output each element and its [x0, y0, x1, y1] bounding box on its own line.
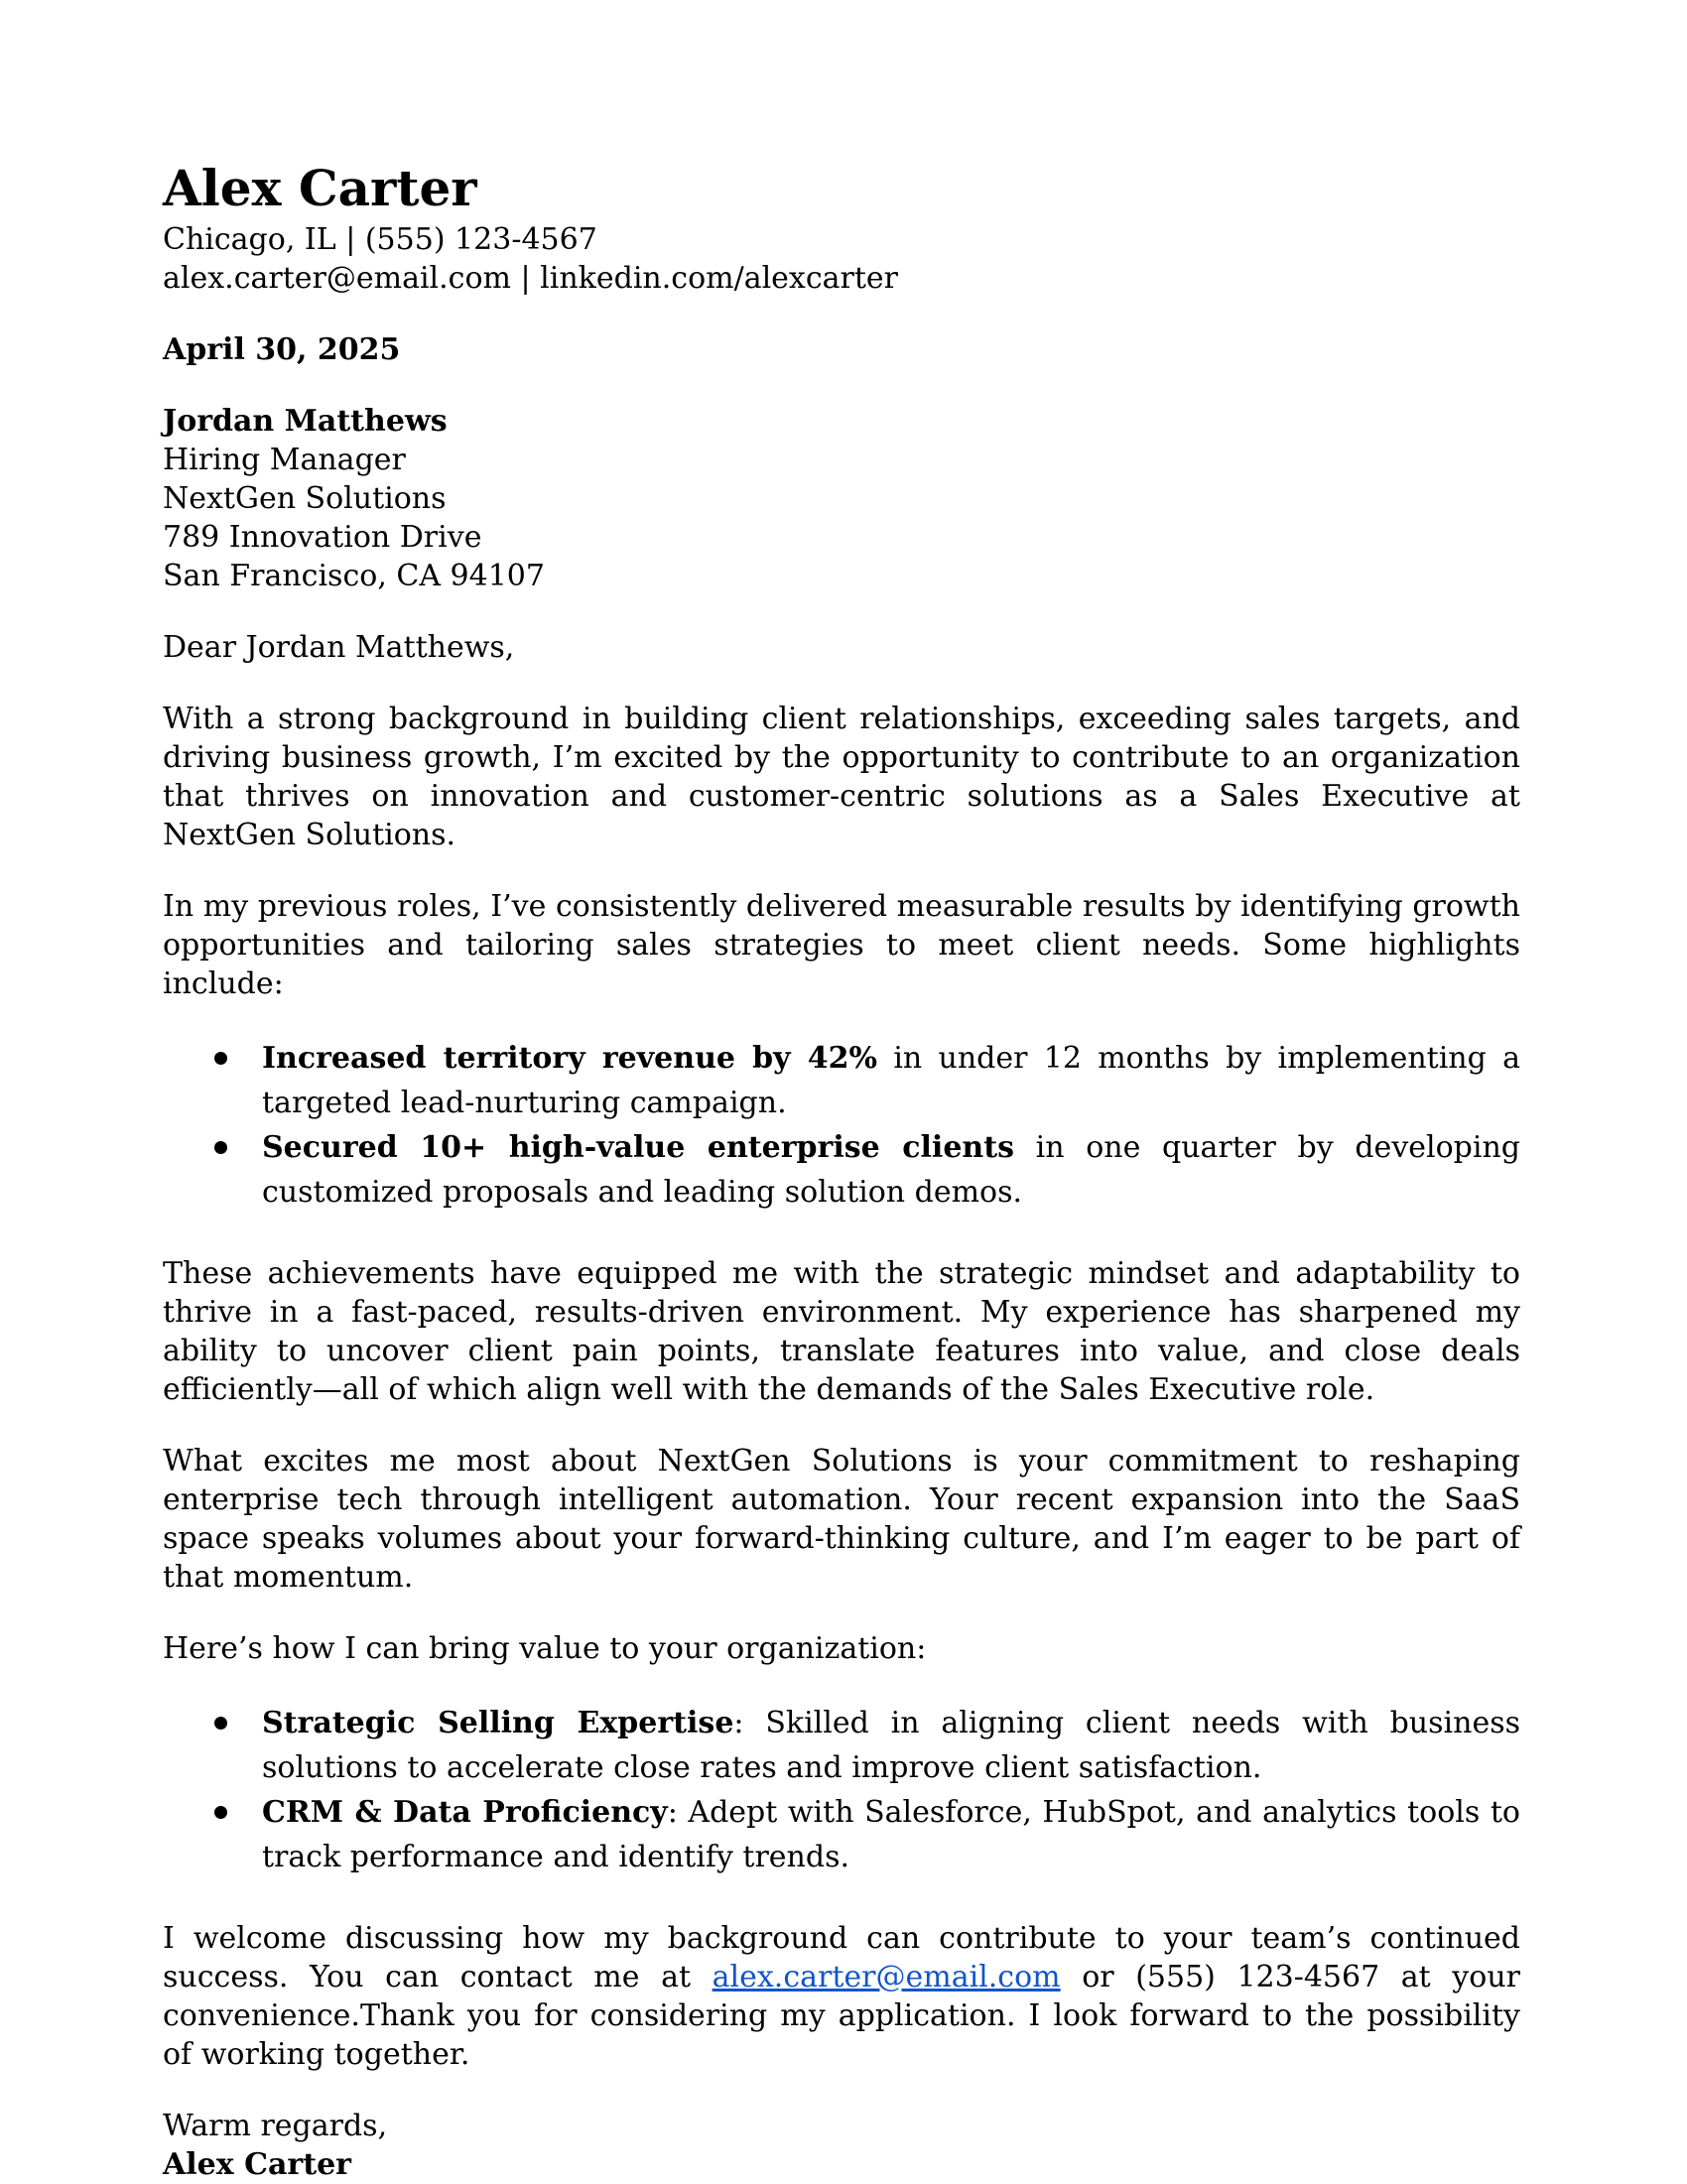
closing-text-start: I welcome discussing how my background can contribute to your team’s continued success. You can contact me at — [163, 1921, 1520, 1994]
sender-name: Alex Carter — [163, 159, 477, 217]
closing-text-end: or (555) 123-4567 at your convenience.Thank you for considering my application. I look forward to the possibility of working together. — [163, 1960, 1520, 2072]
achievements-paragraph: These achievements have equipped me with the strategic mindset and adaptability to thrive in a fast-paced, results-driven environment. My experience has sharpened my ability to uncover client pain points, translate features into value, and close deals efficiently—all of which align well with the demands of the Sales Executive role. — [163, 1256, 1520, 1407]
list-item — [163, 1036, 1520, 1125]
spacer — [163, 369, 1520, 402]
list-item — [163, 1701, 1520, 1790]
recipient-company: NextGen Solutions — [163, 481, 447, 516]
recipient-block — [163, 402, 1520, 595]
highlight-bold: Increased territory revenue by 42% — [262, 1041, 878, 1076]
recipient-name: Jordan Matthews — [163, 404, 448, 439]
sender-location-phone: Chicago, IL | (555) 123-4567 — [163, 222, 597, 257]
value-points-list — [163, 1701, 1520, 1879]
signature: Alex Carter — [163, 2147, 351, 2182]
salutation: Dear Jordan Matthews, — [163, 630, 515, 665]
list-item — [163, 1790, 1520, 1879]
closing-paragraph — [163, 1919, 1520, 2074]
sender-email-linkedin: alex.carter@email.com | linkedin.com/alexcarter — [163, 261, 899, 296]
recipient-title: Hiring Manager — [163, 443, 406, 477]
recipient-city: San Francisco, CA 94107 — [163, 559, 545, 593]
excites-paragraph: What excites me most about NextGen Solutions is your commitment to reshaping enterprise tech through intelligent automation. Your recent expansion into the SaaS space speaks volumes about your forward-thinking culture, and I’m eager to be part of that momentum. — [163, 1444, 1520, 1595]
value-point-bold: Strategic Selling Expertise — [262, 1706, 734, 1740]
letter-date: April 30, 2025 — [163, 332, 401, 367]
cover-letter-page — [163, 159, 1520, 2184]
list-item — [163, 1125, 1520, 1215]
highlight-bold: Secured 10+ high-value enterprise clients — [262, 1130, 1014, 1165]
email-link[interactable]: alex.carter@email.com — [712, 1960, 1061, 1994]
spacer — [163, 298, 1520, 330]
value-point-text: : Skilled in aligning client needs with business solutions to accelerate close rates and improve client satisfaction. — [262, 1706, 1520, 1785]
value-point-bold: CRM & Data Proficiency — [262, 1795, 668, 1830]
recipient-street: 789 Innovation Drive — [163, 520, 482, 555]
bullet-icon — [214, 1806, 227, 1819]
bullet-icon — [214, 1052, 227, 1065]
highlight-text: in under 12 months by implementing a targeted lead-nurturing campaign. — [262, 1041, 1521, 1120]
value-intro-paragraph: Here’s how I can bring value to your organization: — [163, 1631, 927, 1666]
spacer — [163, 595, 1520, 628]
highlights-list — [163, 1036, 1520, 1215]
signoff: Warm regards, — [163, 2109, 388, 2143]
value-point-text: : Adept with Salesforce, HubSpot, and analytics tools to track performance and identify trends. — [262, 1795, 1520, 1874]
intro-paragraph: With a strong background in building client relationships, exceeding sales targets, and driving business growth, I’m excited by the opportunity to contribute to an organization that thrives on innovation and customer-centric solutions as a Sales Executive at NextGen Solutions. — [163, 702, 1520, 852]
bullet-icon — [214, 1717, 227, 1730]
previous-roles-paragraph: In my previous roles, I’ve consistently delivered measurable results by identifying growth opportunities and tailoring sales strategies to meet client needs. Some highlights include: — [163, 889, 1520, 1001]
bullet-icon — [214, 1141, 227, 1154]
highlight-text: in one quarter by developing customized proposals and leading solution demos. — [262, 1130, 1520, 1210]
